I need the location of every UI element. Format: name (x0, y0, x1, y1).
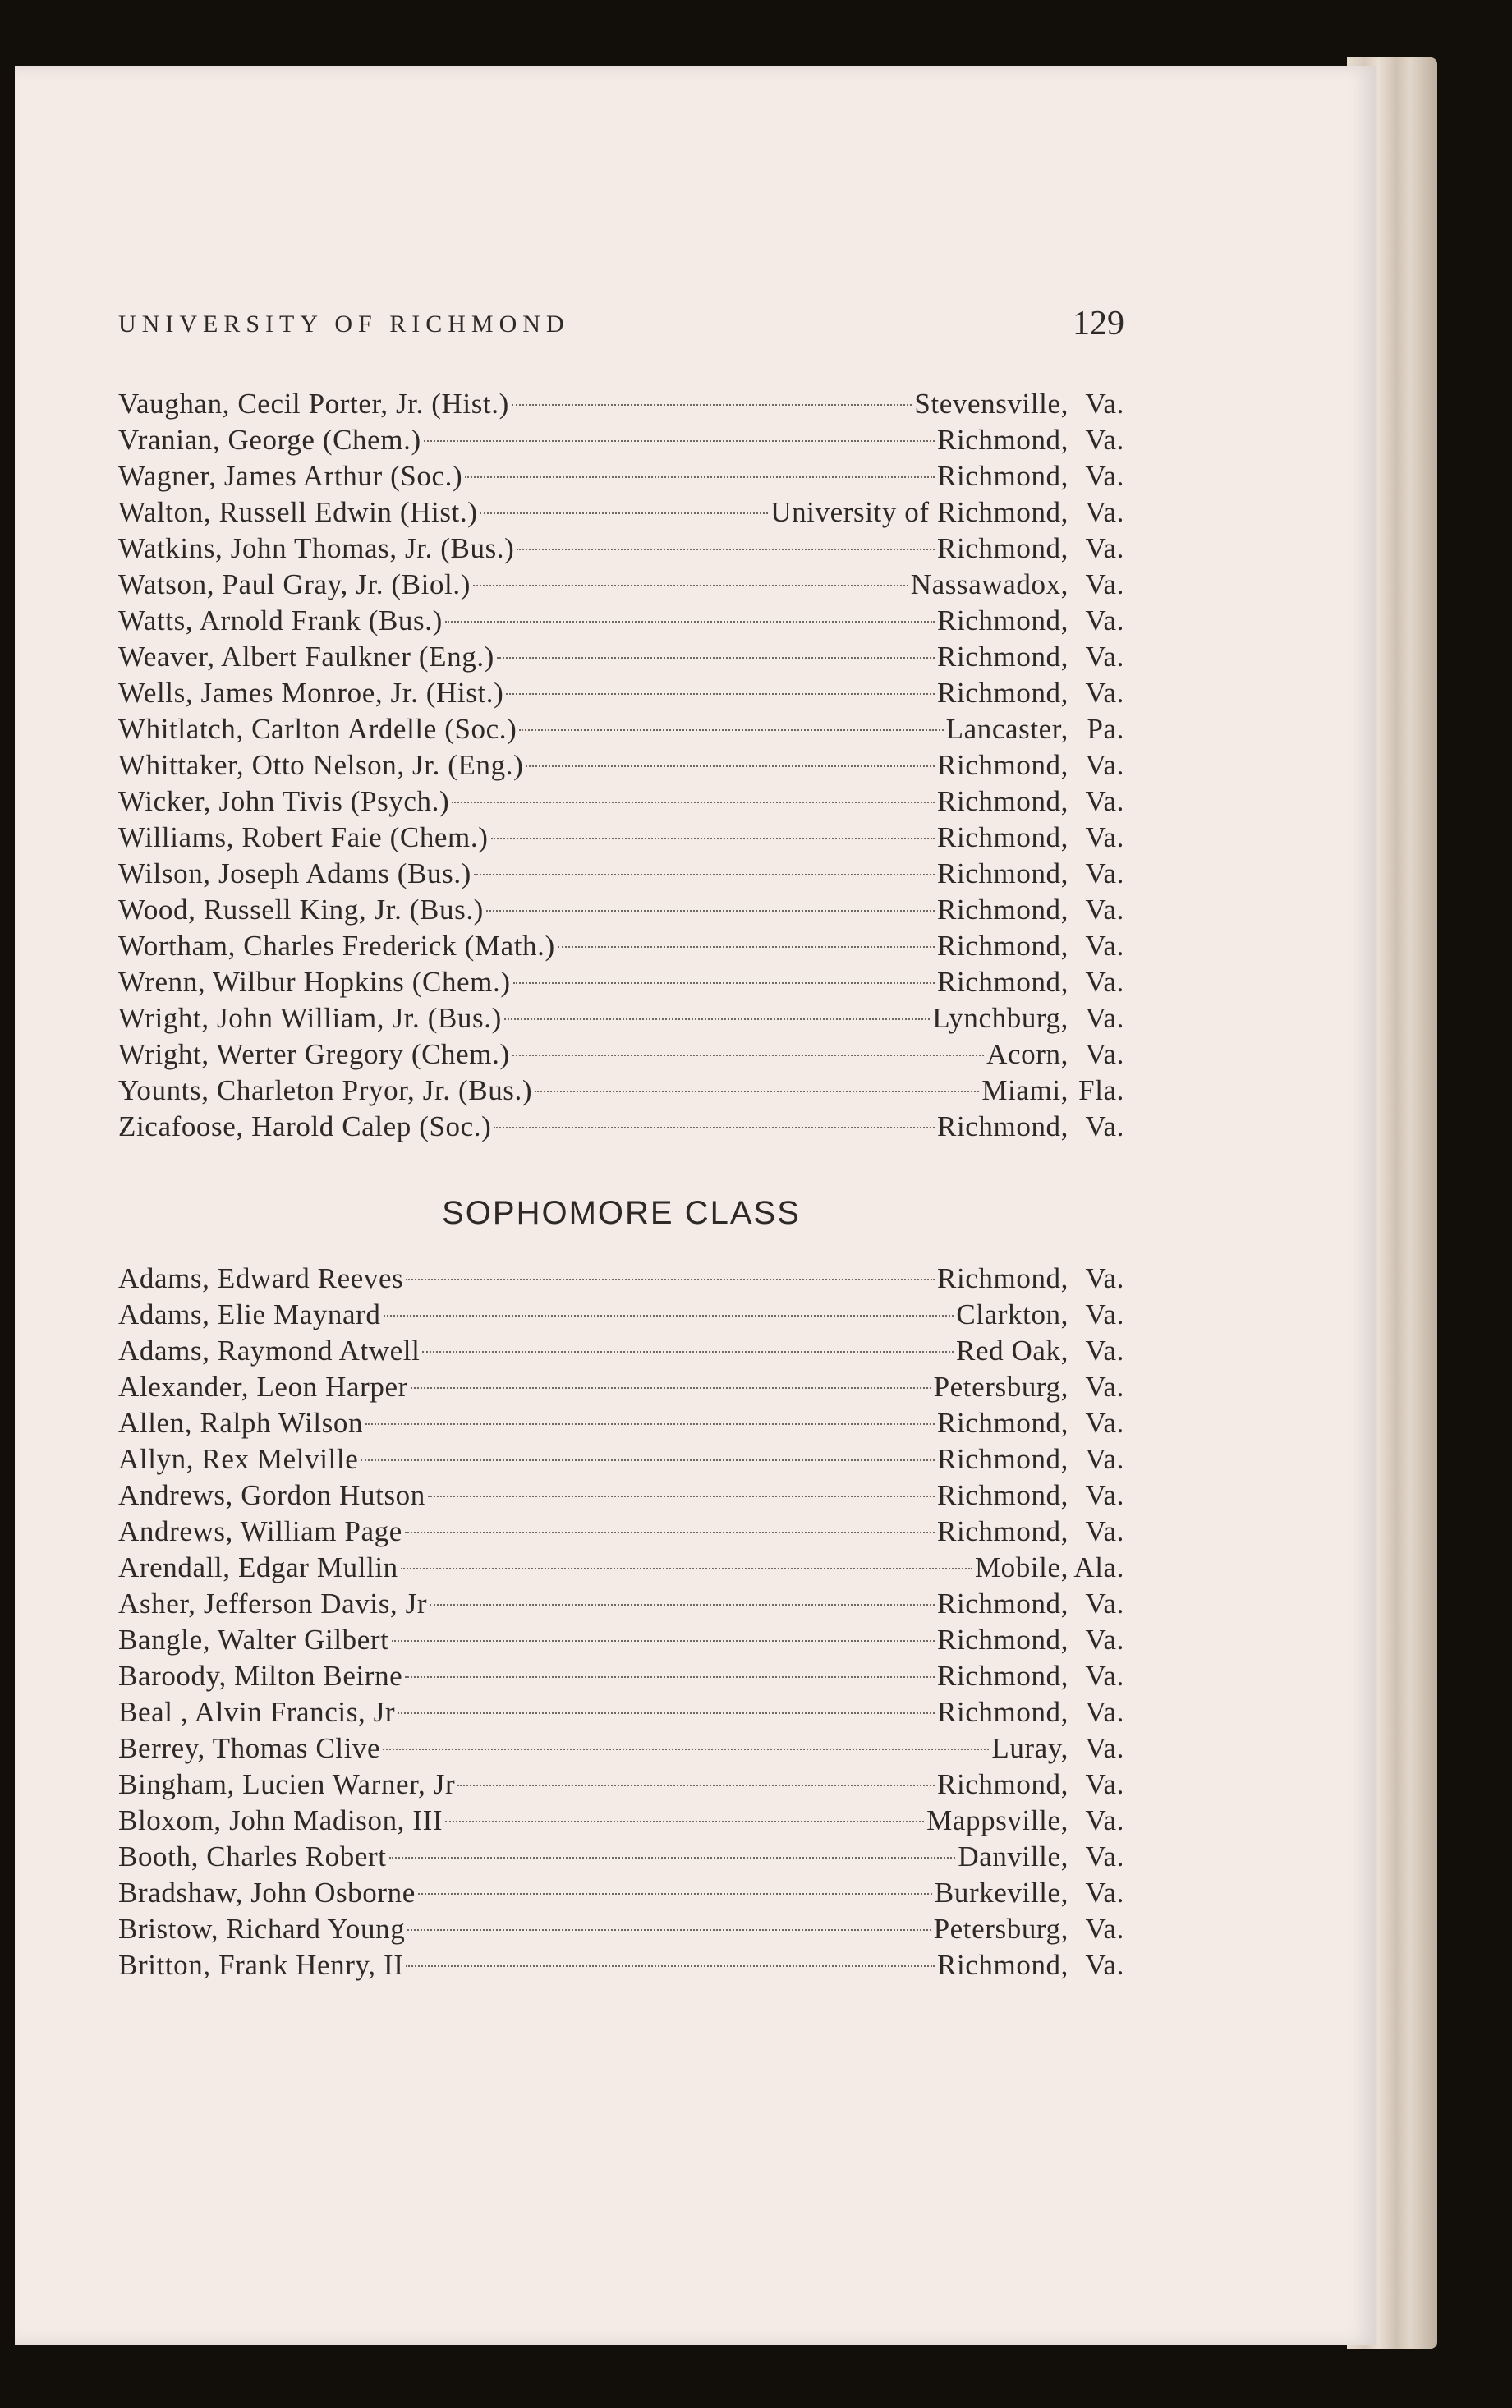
student-name: Vranian, George (Chem.) (118, 424, 421, 456)
list-item (118, 422, 1124, 458)
list-item (118, 458, 1124, 494)
student-list-sophomore (118, 1261, 1124, 1983)
student-name: Britton, Frank Henry, II (118, 1949, 404, 1981)
hometown-city: Richmond, (937, 930, 1069, 962)
list-item (118, 892, 1124, 928)
dot-leader (497, 657, 935, 659)
hometown-city: Burkeville, (934, 1877, 1069, 1909)
list-item (118, 1369, 1124, 1405)
hometown-state: Va. (1085, 1479, 1124, 1511)
dot-leader (506, 693, 935, 695)
hometown-state: Va. (1085, 1443, 1124, 1475)
student-name: Whittaker, Otto Nelson, Jr. (Eng.) (118, 749, 524, 781)
student-name: Wright, Werter Gregory (Chem.) (118, 1038, 510, 1070)
list-item (118, 784, 1124, 820)
hometown-state: Pa. (1087, 713, 1124, 745)
dot-leader (389, 1857, 956, 1859)
student-name: Andrews, William Page (118, 1515, 402, 1547)
page-number: 129 (1073, 305, 1124, 342)
student-name: Williams, Robert Faie (Chem.) (118, 821, 489, 853)
list-item (118, 1000, 1124, 1036)
hometown-state: Va. (1085, 1877, 1124, 1909)
hometown-city: Richmond, (937, 641, 1069, 673)
dot-leader (513, 982, 935, 984)
student-name: Wood, Russell King, Jr. (Bus.) (118, 894, 484, 926)
student-name: Watson, Paul Gray, Jr. (Biol.) (118, 568, 471, 600)
dot-leader (365, 1423, 935, 1425)
page-header (118, 246, 1124, 345)
hometown-state: Va. (1085, 1262, 1124, 1294)
hometown-city: Nassawadox, (910, 568, 1069, 600)
student-name: Wells, James Monroe, Jr. (Hist.) (118, 677, 504, 709)
hometown-city: Richmond, (937, 424, 1069, 456)
list-item (118, 856, 1124, 892)
student-name: Bingham, Lucien Warner, Jr (118, 1768, 456, 1800)
hometown-city: Richmond, (937, 1262, 1069, 1294)
dot-leader (480, 512, 768, 514)
list-item (118, 1803, 1124, 1839)
list-item (118, 711, 1124, 747)
hometown-city: Richmond, (937, 532, 1069, 564)
hometown-state: Va. (1085, 1696, 1124, 1728)
student-name: Watkins, John Thomas, Jr. (Bus.) (118, 532, 515, 564)
student-name: Wagner, James Arthur (Soc.) (118, 460, 463, 492)
list-item (118, 1073, 1124, 1109)
student-name: Younts, Charleton Pryor, Jr. (Bus.) (118, 1074, 533, 1106)
dot-leader (465, 476, 935, 478)
student-name: Whitlatch, Carlton Ardelle (Soc.) (118, 713, 517, 745)
hometown-state: Va. (1085, 1624, 1124, 1656)
dot-leader (494, 1127, 935, 1128)
dot-leader (504, 1018, 930, 1020)
dot-leader (406, 1965, 935, 1967)
hometown-city: Stevensville, (914, 388, 1069, 420)
student-name: Andrews, Gordon Hutson (118, 1479, 425, 1511)
student-name: Zicafoose, Harold Calep (Soc.) (118, 1110, 492, 1142)
dot-leader (422, 1351, 954, 1353)
hometown-city: Lancaster, (945, 713, 1069, 745)
dot-leader (405, 1676, 935, 1678)
dot-leader (526, 765, 935, 767)
hometown-state: Va. (1085, 1732, 1124, 1764)
hometown-city: Richmond, (937, 1515, 1069, 1547)
hometown-city: Acorn, (986, 1038, 1069, 1070)
dot-leader (457, 1785, 935, 1786)
student-name: Adams, Edward Reeves (118, 1262, 404, 1294)
hometown-city: Richmond, (937, 460, 1069, 492)
hometown-state: Va. (1085, 1335, 1124, 1367)
student-name: Beal , Alvin Francis, Jr (118, 1696, 396, 1728)
list-item (118, 1109, 1124, 1145)
dot-leader (407, 1929, 931, 1931)
dot-leader (428, 1496, 935, 1497)
dot-leader (517, 549, 935, 550)
hometown-state: Va. (1085, 1913, 1124, 1945)
student-name: Bloxom, John Madison, III (118, 1804, 443, 1836)
dot-leader (405, 1532, 935, 1533)
hometown-state: Va. (1085, 1110, 1124, 1142)
hometown-city: Richmond, (937, 1588, 1069, 1620)
student-name: Alexander, Leon Harper (118, 1371, 408, 1403)
hometown-city: Petersburg, (933, 1913, 1069, 1945)
hometown-city: Petersburg, (933, 1371, 1069, 1403)
hometown-state: Va. (1085, 532, 1124, 564)
dot-leader (474, 874, 935, 875)
student-name: Asher, Jefferson Davis, Jr (118, 1588, 428, 1620)
list-item (118, 1514, 1124, 1550)
list-item (118, 1261, 1124, 1297)
dot-leader (512, 1055, 984, 1056)
student-name: Wortham, Charles Frederick (Math.) (118, 930, 555, 962)
hometown-state: Va. (1085, 604, 1124, 636)
dot-leader (383, 1749, 989, 1750)
list-item (118, 964, 1124, 1000)
list-item (118, 820, 1124, 856)
list-item (118, 1036, 1124, 1073)
hometown-state: Va. (1085, 1949, 1124, 1981)
dot-leader (430, 1604, 935, 1606)
hometown-state: Va. (1085, 749, 1124, 781)
hometown-city: Mappsville, (926, 1804, 1069, 1836)
hometown-state: Va. (1085, 568, 1124, 600)
hometown-state: Va. (1085, 424, 1124, 456)
hometown-city: Richmond, (937, 1660, 1069, 1692)
hometown-state: Va. (1085, 460, 1124, 492)
student-name: Berrey, Thomas Clive (118, 1732, 381, 1764)
hometown-city: Richmond, (937, 821, 1069, 853)
list-item (118, 747, 1124, 784)
dot-leader (418, 1893, 932, 1895)
student-name: Walton, Russell Edwin (Hist.) (118, 496, 478, 528)
list-item (118, 1875, 1124, 1911)
hometown-state: Va. (1085, 966, 1124, 998)
list-item (118, 1441, 1124, 1477)
hometown-state: Va. (1085, 1407, 1124, 1439)
hometown-state: Va. (1085, 1768, 1124, 1800)
hometown-city: Richmond, (937, 1624, 1069, 1656)
hometown-state: Va. (1085, 1660, 1124, 1692)
student-name: Wilson, Joseph Adams (Bus.) (118, 857, 471, 889)
student-name: Baroody, Milton Beirne (118, 1660, 403, 1692)
dot-leader (411, 1387, 931, 1389)
hometown-state: Va. (1085, 1840, 1124, 1873)
hometown-city: Danville, (958, 1840, 1069, 1873)
hometown-city: Luray, (991, 1732, 1069, 1764)
list-item (118, 1622, 1124, 1658)
list-item (118, 1658, 1124, 1694)
hometown-state: Va. (1085, 1038, 1124, 1070)
student-name: Arendall, Edgar Mullin (118, 1551, 398, 1583)
hometown-state: Va. (1085, 1804, 1124, 1836)
hometown-city: Richmond, (937, 1443, 1069, 1475)
dot-leader (401, 1568, 972, 1569)
hometown-state: Va. (1085, 894, 1124, 926)
student-name: Allen, Ralph Wilson (118, 1407, 364, 1439)
dot-leader (486, 910, 935, 912)
hometown-city: Clarkton, (956, 1298, 1069, 1330)
list-item (118, 386, 1124, 422)
hometown-state: Va. (1085, 641, 1124, 673)
list-item (118, 531, 1124, 567)
list-item (118, 1694, 1124, 1730)
student-name: Bangle, Walter Gilbert (118, 1624, 389, 1656)
hometown-city: Richmond, (937, 1407, 1069, 1439)
list-item (118, 1333, 1124, 1369)
list-item (118, 1911, 1124, 1947)
list-item (118, 494, 1124, 531)
hometown-city: Richmond, (937, 749, 1069, 781)
hometown-state: Va. (1085, 1371, 1124, 1403)
dot-leader (512, 404, 912, 406)
hometown-city: Richmond, (937, 1768, 1069, 1800)
section-title-sophomore: SOPHOMORE CLASS (442, 1195, 801, 1231)
hometown-city: Lynchburg, (932, 1002, 1069, 1034)
hometown-city: Richmond, (937, 1949, 1069, 1981)
list-item (118, 1586, 1124, 1622)
student-name: Wright, John William, Jr. (Bus.) (118, 1002, 502, 1034)
dot-leader (445, 621, 935, 623)
list-item (118, 1477, 1124, 1514)
hometown-city: Mobile, (974, 1551, 1069, 1583)
list-item (118, 1947, 1124, 1983)
list-item (118, 639, 1124, 675)
student-name: Vaughan, Cecil Porter, Jr. (Hist.) (118, 388, 509, 420)
hometown-state: Va. (1085, 1002, 1124, 1034)
hometown-state: Va. (1085, 1298, 1124, 1330)
list-item (118, 1405, 1124, 1441)
hometown-state: Va. (1085, 1515, 1124, 1547)
list-item (118, 675, 1124, 711)
student-name: Bradshaw, John Osborne (118, 1877, 416, 1909)
student-list-upperclass (118, 386, 1124, 1145)
list-item (118, 567, 1124, 603)
list-item (118, 603, 1124, 639)
student-name: Wrenn, Wilbur Hopkins (Chem.) (118, 966, 511, 998)
list-item (118, 928, 1124, 964)
list-item (118, 1730, 1124, 1767)
hometown-state: Va. (1085, 857, 1124, 889)
student-name: Booth, Charles Robert (118, 1840, 387, 1873)
dot-leader (519, 729, 943, 731)
student-name: Bristow, Richard Young (118, 1913, 406, 1945)
list-item (118, 1839, 1124, 1875)
student-name: Allyn, Rex Melville (118, 1443, 359, 1475)
student-name: Weaver, Albert Faulkner (Eng.) (118, 641, 494, 673)
dot-leader (558, 946, 935, 948)
hometown-state: Va. (1085, 1588, 1124, 1620)
hometown-city: Red Oak, (956, 1335, 1069, 1367)
hometown-city: Miami, (981, 1074, 1069, 1106)
dot-leader (424, 440, 935, 442)
hometown-city: Richmond, (937, 677, 1069, 709)
dot-leader (406, 1279, 935, 1280)
list-item (118, 1297, 1124, 1333)
list-item (118, 1767, 1124, 1803)
hometown-city: Richmond, (937, 966, 1069, 998)
hometown-city: Richmond, (937, 1696, 1069, 1728)
dot-leader (398, 1712, 935, 1714)
running-head: UNIVERSITY OF RICHMOND (118, 310, 570, 338)
hometown-city: Richmond, (937, 604, 1069, 636)
dot-leader (445, 1821, 924, 1822)
hometown-state: Ala. (1073, 1551, 1124, 1583)
hometown-state: Va. (1085, 821, 1124, 853)
hometown-city: University of Richmond, (770, 496, 1069, 528)
list-item (118, 1550, 1124, 1586)
dot-leader (452, 802, 935, 803)
dot-leader (392, 1640, 935, 1642)
dot-leader (535, 1091, 979, 1092)
hometown-city: Richmond, (937, 1479, 1069, 1511)
student-name: Wicker, John Tivis (Psych.) (118, 785, 450, 817)
hometown-city: Richmond, (937, 894, 1069, 926)
student-name: Watts, Arnold Frank (Bus.) (118, 604, 443, 636)
dot-leader (491, 838, 935, 839)
hometown-city: Richmond, (937, 857, 1069, 889)
hometown-state: Fla. (1078, 1074, 1124, 1106)
hometown-state: Va. (1085, 388, 1124, 420)
student-name: Adams, Raymond Atwell (118, 1335, 421, 1367)
hometown-state: Va. (1085, 496, 1124, 528)
hometown-city: Richmond, (937, 785, 1069, 817)
hometown-city: Richmond, (937, 1110, 1069, 1142)
dot-leader (473, 585, 908, 586)
hometown-state: Va. (1085, 930, 1124, 962)
student-name: Adams, Elie Maynard (118, 1298, 381, 1330)
hometown-state: Va. (1085, 785, 1124, 817)
hometown-state: Va. (1085, 677, 1124, 709)
dot-leader (361, 1459, 935, 1461)
dot-leader (384, 1315, 954, 1317)
